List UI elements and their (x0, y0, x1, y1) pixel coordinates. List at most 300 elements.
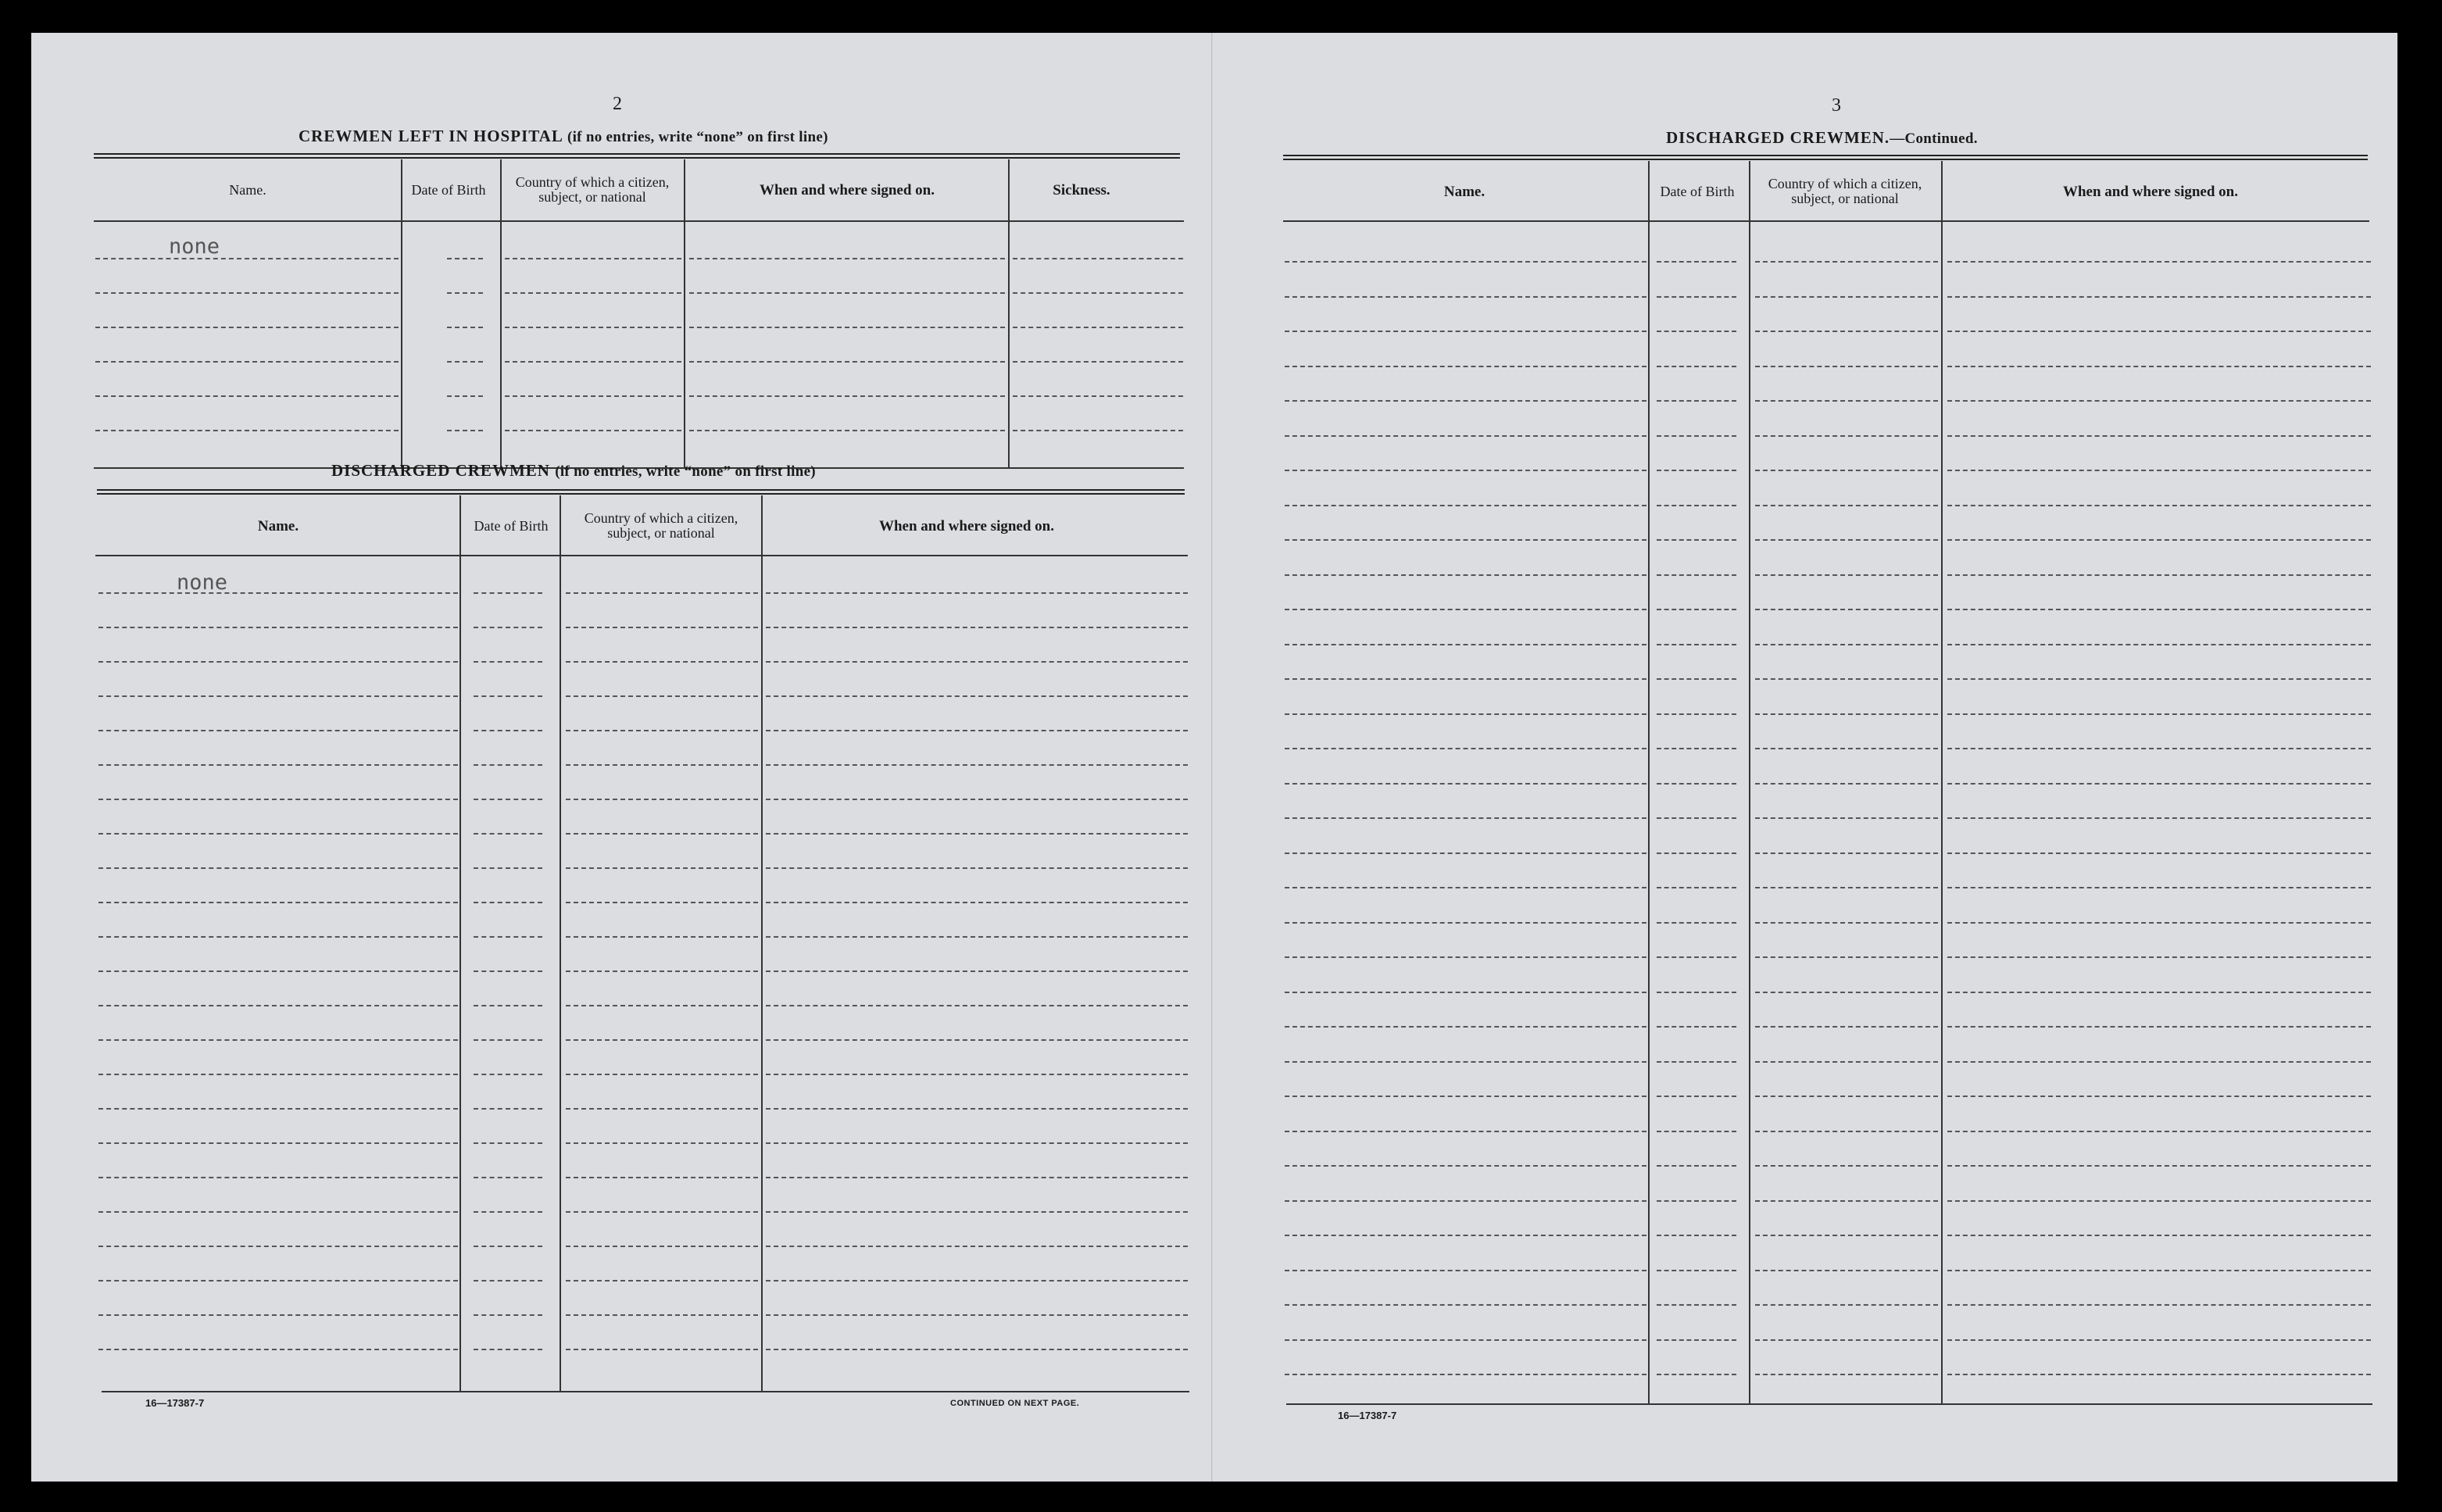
entry-line (1285, 261, 1646, 263)
entry-line (766, 730, 1188, 731)
entry-line (766, 1314, 1188, 1316)
entry-line (505, 361, 681, 363)
entry-line (1755, 783, 1938, 785)
entry-line (505, 292, 681, 294)
entry-line (1755, 574, 1938, 576)
continued-title-text: DISCHARGED CREWMEN. (1666, 128, 1890, 147)
entry-line (1657, 1165, 1736, 1167)
entry-line (1755, 678, 1938, 680)
entry-line (566, 970, 758, 972)
entry-line (1285, 366, 1646, 367)
entry-line (1755, 296, 1938, 298)
entry-line (1755, 817, 1938, 819)
continued-note: CONTINUED ON NEXT PAGE. (950, 1399, 1080, 1408)
entry-line (566, 695, 758, 697)
hospital-top-rule (94, 153, 1180, 159)
entry-line (1657, 296, 1736, 298)
entry-line (1755, 331, 1938, 332)
entry-line (1947, 574, 2371, 576)
entry-line (1755, 1096, 1938, 1097)
entry-line (474, 1005, 542, 1006)
entry-line (1755, 887, 1938, 888)
entry-line (1285, 1200, 1646, 1202)
entry-line (1947, 1061, 2371, 1063)
entry-line (474, 1314, 542, 1316)
entry-line (98, 1005, 458, 1006)
hospital-header-rule (94, 220, 1184, 222)
discharged-col-divider (560, 495, 561, 1392)
entry-line (98, 1211, 458, 1213)
entry-line (1013, 430, 1183, 431)
entry-line (98, 1108, 458, 1110)
page-right (1213, 33, 2397, 1482)
entry-line (1285, 713, 1646, 715)
entry-line (474, 1211, 542, 1213)
entry-line (474, 833, 542, 835)
entry-line (98, 936, 458, 938)
col-header-name: Name. (229, 181, 266, 198)
entry-line (1285, 678, 1646, 680)
entry-line (766, 902, 1188, 903)
entry-line (474, 764, 542, 766)
entry-line (1947, 678, 2371, 680)
continued-col-divider (1749, 161, 1750, 1405)
entry-line (474, 1280, 542, 1281)
entry-line (98, 867, 458, 869)
entry-line (1285, 783, 1646, 785)
entry-line (1947, 713, 2371, 715)
entry-line (689, 258, 1005, 259)
continued-col-divider (1648, 161, 1650, 1405)
entry-line (474, 1349, 542, 1350)
document-sheet (31, 33, 2397, 1482)
entry-line (447, 292, 483, 294)
entry-line (98, 902, 458, 903)
entry-line (474, 1039, 542, 1041)
entry-line (766, 1005, 1188, 1006)
entry-line (766, 799, 1188, 800)
entry-line (447, 327, 483, 328)
entry-line (1947, 956, 2371, 958)
entry-line (566, 902, 758, 903)
entry-line (1657, 505, 1736, 506)
entry-line (98, 1039, 458, 1041)
entry-line (1013, 327, 1183, 328)
entry-line (1285, 296, 1646, 298)
entry-line (505, 327, 681, 328)
entry-line (1657, 992, 1736, 993)
entry-line (1285, 992, 1646, 993)
entry-line (1755, 1304, 1938, 1306)
entry-line (566, 936, 758, 938)
entry-line (1947, 992, 2371, 993)
entry-line (1657, 366, 1736, 367)
entry-line (1755, 1235, 1938, 1236)
entry-line (1755, 853, 1938, 854)
entry-line (1285, 331, 1646, 332)
entry-line (566, 1039, 758, 1041)
entry-line (1755, 748, 1938, 749)
entry-line (1285, 574, 1646, 576)
col-header-dob: Date of Birth (1660, 183, 1735, 199)
entry-line (1657, 678, 1736, 680)
entry-line (1755, 1026, 1938, 1028)
entry-line (1947, 400, 2371, 402)
entry-line (474, 902, 542, 903)
entry-line (1755, 1270, 1938, 1271)
entry-line (1657, 922, 1736, 924)
entry-line (1285, 748, 1646, 749)
entry-line (766, 661, 1188, 663)
hospital-col-divider (684, 159, 685, 469)
entry-line (1285, 1235, 1646, 1236)
entry-line (1285, 470, 1646, 471)
entry-line (1755, 400, 1938, 402)
entry-line (1657, 748, 1736, 749)
entry-line (474, 799, 542, 800)
discharged-col-divider (761, 495, 763, 1392)
entry-line (474, 970, 542, 972)
entry-line (1947, 644, 2371, 645)
col-header-name: Name. (257, 517, 299, 534)
entry-line (98, 799, 458, 800)
col-header-signed-on: When and where signed on. (878, 517, 1054, 534)
entry-line (566, 661, 758, 663)
discharged-top-rule (97, 489, 1185, 495)
entry-line (766, 695, 1188, 697)
entry-line (1947, 1374, 2371, 1375)
entry-line (1657, 1061, 1736, 1063)
entry-line (1755, 1200, 1938, 1202)
entry-line (566, 764, 758, 766)
entry-line (566, 1314, 758, 1316)
entry-line (95, 292, 399, 294)
page-left (31, 33, 1213, 1482)
entry-line (447, 430, 483, 431)
entry-line (1013, 395, 1183, 397)
entry-line (1947, 505, 2371, 506)
form-code: 16—17387-7 (145, 1397, 205, 1409)
entry-line (474, 592, 542, 594)
entry-line (1657, 956, 1736, 958)
entry-line (1657, 261, 1736, 263)
hospital-entry-none: none (169, 234, 220, 259)
entry-line (566, 1211, 758, 1213)
entry-line (98, 627, 458, 628)
entry-line (766, 627, 1188, 628)
entry-line (566, 592, 758, 594)
entry-line (766, 1074, 1188, 1075)
entry-line (98, 764, 458, 766)
entry-line (1285, 853, 1646, 854)
entry-line (766, 1142, 1188, 1144)
entry-line (95, 361, 399, 363)
entry-line (98, 695, 458, 697)
entry-line (1285, 1061, 1646, 1063)
entry-line (474, 730, 542, 731)
entry-line (1755, 713, 1938, 715)
entry-line (566, 730, 758, 731)
page-number: 2 (613, 94, 622, 114)
entry-line (1657, 1270, 1736, 1271)
entry-line (1285, 1026, 1646, 1028)
entry-line (1947, 609, 2371, 610)
hospital-col-divider (401, 159, 402, 469)
entry-line (566, 833, 758, 835)
discharged-entry-none: none (177, 570, 228, 595)
entry-line (1285, 817, 1646, 819)
entry-line (566, 1280, 758, 1281)
entry-line (1285, 505, 1646, 506)
entry-line (566, 867, 758, 869)
entry-line (1755, 1061, 1938, 1063)
entry-line (1947, 1270, 2371, 1271)
entry-line (98, 661, 458, 663)
entry-line (1947, 296, 2371, 298)
entry-line (1285, 1374, 1646, 1375)
entry-line (1657, 713, 1736, 715)
page-number: 3 (1832, 95, 1841, 116)
entry-line (766, 1246, 1188, 1247)
entry-line (1947, 261, 2371, 263)
entry-line (689, 327, 1005, 328)
entry-line (1755, 1374, 1938, 1375)
continued-top-rule (1283, 155, 2368, 160)
entry-line (766, 1349, 1188, 1350)
entry-line (566, 1246, 758, 1247)
entry-line (1947, 1339, 2371, 1341)
entry-line (1013, 292, 1183, 294)
entry-line (98, 1074, 458, 1075)
entry-line (447, 395, 483, 397)
entry-line (766, 1108, 1188, 1110)
entry-line (1285, 1304, 1646, 1306)
section-title-discharged (331, 461, 816, 481)
entry-line (1285, 1165, 1646, 1167)
entry-line (98, 970, 458, 972)
col-header-country: Country of which a citizen, subject, or national (1768, 176, 1922, 206)
entry-line (98, 1349, 458, 1350)
entry-line (98, 1177, 458, 1178)
entry-line (1947, 1096, 2371, 1097)
entry-line (1657, 783, 1736, 785)
entry-line (1657, 887, 1736, 888)
entry-line (689, 292, 1005, 294)
entry-line (1285, 956, 1646, 958)
entry-line (566, 1349, 758, 1350)
entry-line (766, 1177, 1188, 1178)
entry-line (1755, 505, 1938, 506)
entry-line (1947, 1200, 2371, 1202)
entry-line (474, 1177, 542, 1178)
entry-line (98, 1280, 458, 1281)
hospital-col-divider (500, 159, 502, 469)
entry-line (1657, 1235, 1736, 1236)
entry-line (1657, 539, 1736, 541)
entry-line (1755, 609, 1938, 610)
entry-line (474, 936, 542, 938)
entry-line (1657, 609, 1736, 610)
entry-line (766, 1280, 1188, 1281)
entry-line (1657, 1339, 1736, 1341)
entry-line (1285, 539, 1646, 541)
entry-line (474, 661, 542, 663)
continued-col-divider (1941, 161, 1943, 1405)
hospital-col-divider (1008, 159, 1010, 469)
hospital-title-text: CREWMEN LEFT IN HOSPITAL (299, 127, 563, 145)
discharged-header-rule (95, 555, 1188, 556)
entry-line (1285, 435, 1646, 437)
entry-line (474, 1246, 542, 1247)
entry-line (474, 867, 542, 869)
entry-line (1285, 1131, 1646, 1132)
entry-line (98, 1142, 458, 1144)
entry-line (1657, 817, 1736, 819)
col-header-name: Name. (1443, 183, 1486, 200)
col-header-signed-on: When and where signed on. (2062, 183, 2238, 200)
entry-line (447, 361, 483, 363)
entry-line (689, 361, 1005, 363)
entry-line (1657, 1304, 1736, 1306)
entry-line (766, 833, 1188, 835)
entry-line (1013, 258, 1183, 259)
entry-line (1285, 644, 1646, 645)
col-header-country: Country of which a citizen, subject, or national (515, 174, 670, 205)
entry-line (1755, 1339, 1938, 1341)
entry-line (1285, 400, 1646, 402)
entry-line (1755, 922, 1938, 924)
entry-line (1947, 1304, 2371, 1306)
entry-line (1657, 644, 1736, 645)
entry-line (98, 833, 458, 835)
entry-line (766, 970, 1188, 972)
entry-line (566, 1142, 758, 1144)
entry-line (1013, 361, 1183, 363)
discharged-bottom-rule (102, 1391, 1189, 1392)
entry-line (505, 430, 681, 431)
entry-line (1657, 853, 1736, 854)
entry-line (566, 627, 758, 628)
continued-title-suffix: —Continued. (1890, 130, 1978, 147)
entry-line (1947, 1131, 2371, 1132)
entry-line (566, 1074, 758, 1075)
entry-line (766, 1039, 1188, 1041)
entry-line (1285, 609, 1646, 610)
entry-line (1947, 366, 2371, 367)
entry-line (474, 1108, 542, 1110)
entry-line (766, 1211, 1188, 1213)
entry-line (98, 1246, 458, 1247)
entry-line (98, 730, 458, 731)
entry-line (566, 799, 758, 800)
entry-line (1755, 1131, 1938, 1132)
entry-line (1947, 539, 2371, 541)
entry-line (1657, 1026, 1736, 1028)
entry-line (1947, 853, 2371, 854)
discharged-title-text: DISCHARGED CREWMEN (331, 461, 550, 480)
entry-line (766, 936, 1188, 938)
entry-line (1657, 470, 1736, 471)
entry-line (1755, 366, 1938, 367)
entry-line (1947, 748, 2371, 749)
form-code: 16—17387-7 (1338, 1410, 1397, 1421)
entry-line (1947, 470, 2371, 471)
discharged-col-divider (459, 495, 461, 1392)
entry-line (474, 1074, 542, 1075)
entry-line (766, 592, 1188, 594)
entry-line (474, 695, 542, 697)
col-header-sickness: Sickness. (1053, 181, 1110, 198)
entry-line (566, 1177, 758, 1178)
col-header-dob: Date of Birth (474, 517, 549, 534)
section-title-hospital (299, 127, 828, 146)
continued-bottom-rule (1286, 1403, 2372, 1405)
entry-line (1947, 1026, 2371, 1028)
entry-line (1755, 261, 1938, 263)
entry-line (766, 867, 1188, 869)
entry-line (1657, 331, 1736, 332)
entry-line (1755, 539, 1938, 541)
entry-line (1657, 400, 1736, 402)
entry-line (474, 627, 542, 628)
entry-line (1755, 470, 1938, 471)
continued-header-rule (1283, 220, 2369, 222)
hospital-title-note: (if no entries, write “none” on first line) (567, 129, 828, 145)
entry-line (1947, 783, 2371, 785)
col-header-signed-on: When and where signed on. (759, 181, 935, 198)
entry-line (1947, 435, 2371, 437)
entry-line (447, 258, 483, 259)
entry-line (766, 764, 1188, 766)
entry-line (1755, 956, 1938, 958)
entry-line (1657, 435, 1736, 437)
entry-line (1657, 1096, 1736, 1097)
entry-line (1947, 817, 2371, 819)
col-header-country: Country of which a citizen, subject, or national (584, 510, 738, 541)
entry-line (1947, 887, 2371, 888)
entry-line (95, 430, 399, 431)
entry-line (505, 258, 681, 259)
entry-line (1657, 1374, 1736, 1375)
section-title-discharged-continued (1666, 128, 1978, 148)
entry-line (1285, 1339, 1646, 1341)
entry-line (95, 258, 399, 259)
entry-line (1947, 331, 2371, 332)
entry-line (95, 395, 399, 397)
entry-line (689, 395, 1005, 397)
discharged-title-note: (if no entries, write “none” on first line) (555, 463, 816, 480)
entry-line (1755, 992, 1938, 993)
entry-line (474, 1142, 542, 1144)
entry-line (1657, 1131, 1736, 1132)
entry-line (1947, 1165, 2371, 1167)
entry-line (1285, 922, 1646, 924)
entry-line (1285, 1096, 1646, 1097)
entry-line (689, 430, 1005, 431)
entry-line (98, 1314, 458, 1316)
col-header-dob: Date of Birth (411, 181, 486, 198)
entry-line (98, 592, 458, 594)
entry-line (1755, 435, 1938, 437)
entry-line (1755, 644, 1938, 645)
entry-line (95, 327, 399, 328)
entry-line (566, 1005, 758, 1006)
entry-line (1947, 922, 2371, 924)
entry-line (1947, 1235, 2371, 1236)
entry-line (1657, 574, 1736, 576)
entry-line (1285, 887, 1646, 888)
entry-line (505, 395, 681, 397)
